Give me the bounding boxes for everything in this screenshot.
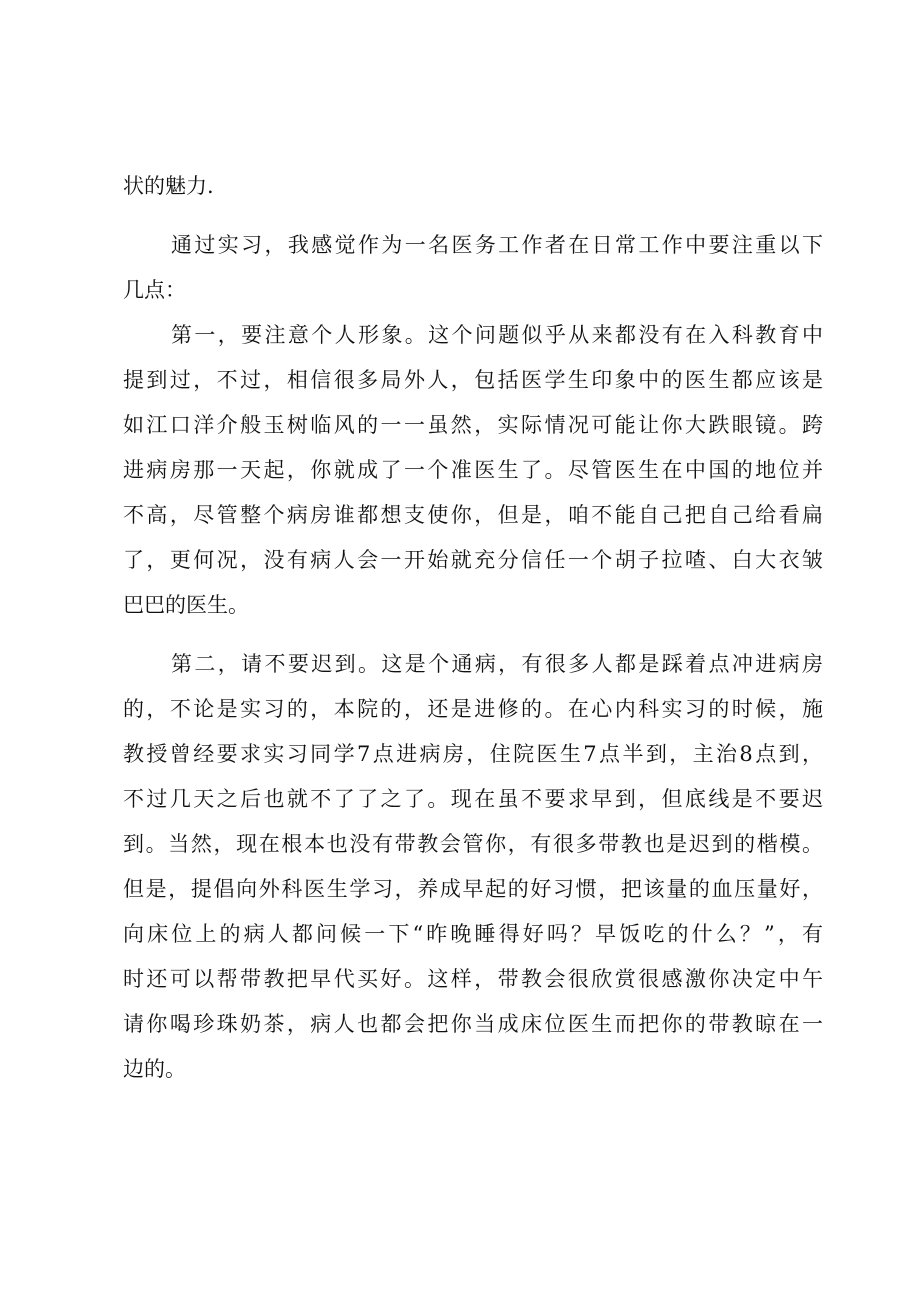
paragraph-line: 巴巴的医生。	[123, 593, 249, 617]
paragraph-line: 不高，尽管整个病房谁都想支使你，但是，咱不能自己把自己给看扁	[123, 503, 823, 527]
paragraph-line: 进病房那一天起，你就成了一个准医生了。尽管医生在中国的地位并	[123, 458, 823, 482]
paragraph-line: 边的。	[123, 1057, 186, 1081]
paragraph-line: 时还可以帮带教把早代买好。这样，带教会很欣赏很感激你决定中午	[123, 967, 823, 991]
paragraph-line: 状的魅力.	[123, 174, 214, 198]
paragraph-line: 第二，请不要迟到。这是个通病，有很多人都是踩着点冲进病房	[171, 652, 823, 676]
document-body	[123, 164, 823, 1092]
paragraph-line: 教授曾经要求实习同学7点进病房，住院医生7点半到，主治8点到，	[123, 742, 823, 766]
paragraph-3	[123, 313, 823, 628]
paragraph-line: 通过实习，我感觉作为一名医务工作者在日常工作中要注重以下	[171, 233, 823, 257]
paragraph-line: 但是，提倡向外科医生学习，养成早起的好习惯，把该量的血压量好，	[123, 877, 823, 901]
paragraph-line: 向床位上的病人都问候一下“昨晚睡得好吗？早饭吃的什么？”，有	[123, 922, 823, 946]
paragraph-2	[123, 223, 823, 313]
paragraph-4	[123, 642, 823, 1092]
paragraph-line: 的，不论是实习的，本院的，还是进修的。在心内科实习的时候，施	[123, 697, 823, 721]
paragraph-line: 第一，要注意个人形象。这个问题似乎从来都没有在入科教育中	[171, 323, 823, 347]
paragraph-1	[123, 164, 823, 209]
paragraph-line: 请你喝珍珠奶茶，病人也都会把你当成床位医生而把你的带教晾在一	[123, 1012, 823, 1036]
paragraph-line: 提到过，不过，相信很多局外人，包括医学生印象中的医生都应该是	[123, 368, 823, 392]
paragraph-line: 如江口洋介般玉树临风的一一虽然，实际情况可能让你大跌眼镜。跨	[123, 413, 823, 437]
paragraph-line: 到。当然，现在根本也没有带教会管你，有很多带教也是迟到的楷模。	[123, 832, 823, 856]
paragraph-line: 了，更何况，没有病人会一开始就充分信任一个胡子拉喳、白大衣皱	[123, 548, 823, 572]
paragraph-line: 不过几天之后也就不了了之了。现在虽不要求早到，但底线是不要迟	[123, 787, 823, 811]
paragraph-line: 几点：	[123, 278, 186, 302]
